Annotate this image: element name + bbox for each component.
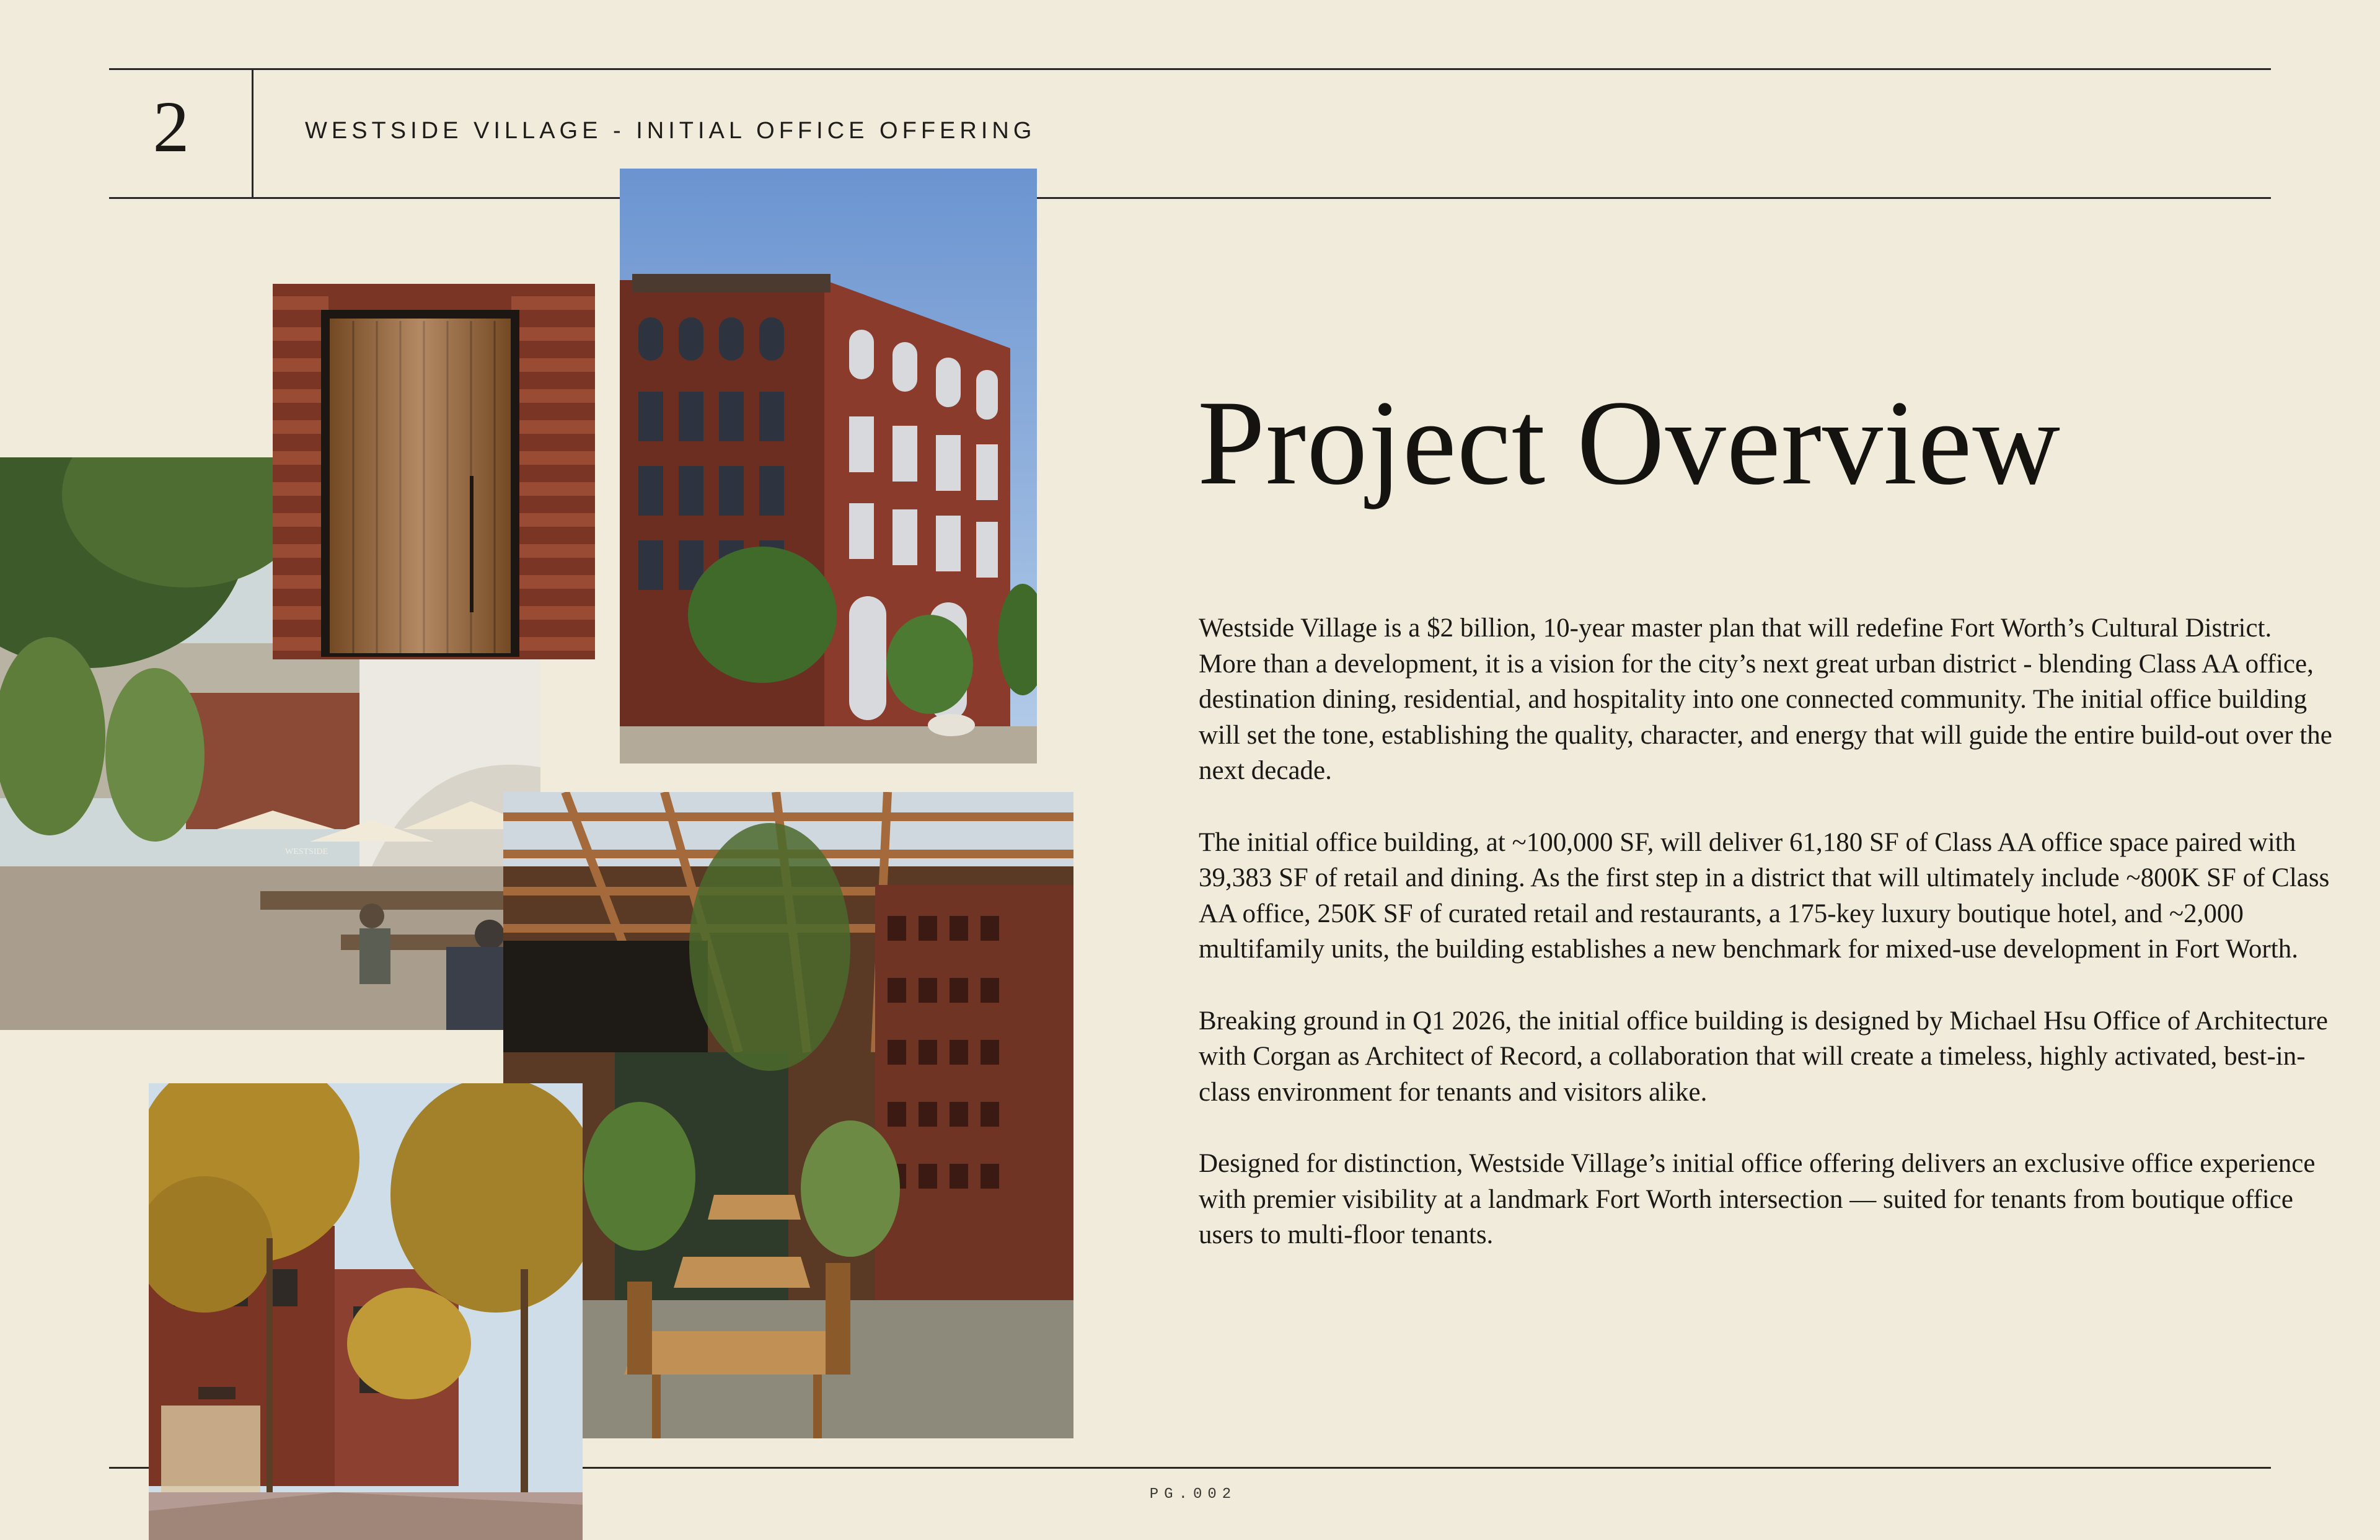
wooden-door-photo [273,284,595,659]
body-copy [1199,610,2333,1289]
pergola-dining-photo [503,792,1073,1438]
header-divider [252,68,253,198]
footer-page-label: PG.002 [1149,1486,1237,1503]
plaza-sign: WESTSIDE [285,847,328,856]
page-number: 2 [152,86,190,167]
paragraph-1: Westside Village is a $2 billion, 10-year master plan that will redefine Fort Worth’s Cultural District. More than a development, it is a vision for the city’s next great urban district - blending Class AA office, destination dining, residential, and hospitality into one connected community. The initial office building will set the tone, establishing the quality, character, and energy that will guide the entire build-out over the next decade. [1199,614,2332,785]
page-title: Project Overview [1197,376,2061,510]
paragraph-3: Breaking ground in Q1 2026, the initial office building is designed by Michael Hsu Office of Architecture with Corgan as Architect of Record, a collaboration that will create a timeless, highly activated, best-in-class environment for tenants and visitors alike. [1199,1006,2328,1107]
brick-building-photo [620,169,1037,763]
header-title: WESTSIDE VILLAGE - INITIAL OFFICE OFFERING [305,118,1036,144]
header-bottom-rule [109,197,2271,199]
header-top-rule [109,68,2271,70]
paragraph-4: Designed for distinction, Westside Village’s initial office offering delivers an exclusive office experience with premier visibility at a landmark Fort Worth intersection — suited for tenants from boutique office users to multi-floor tenants. [1199,1149,2316,1249]
street-trees-photo [149,1083,583,1540]
paragraph-2: The initial office building, at ~100,000 SF, will deliver 61,180 SF of Class AA office space paired with 39,383 SF of retail and dining. As the first step in a district that will ultimately include ~800K SF of Class AA office, 250K SF of curated retail and restaurants, a 175-key luxury boutique hotel, and ~2,000 multifamily units, the building establishes a new benchmark for mixed-use development in Fort Worth. [1199,827,2330,964]
